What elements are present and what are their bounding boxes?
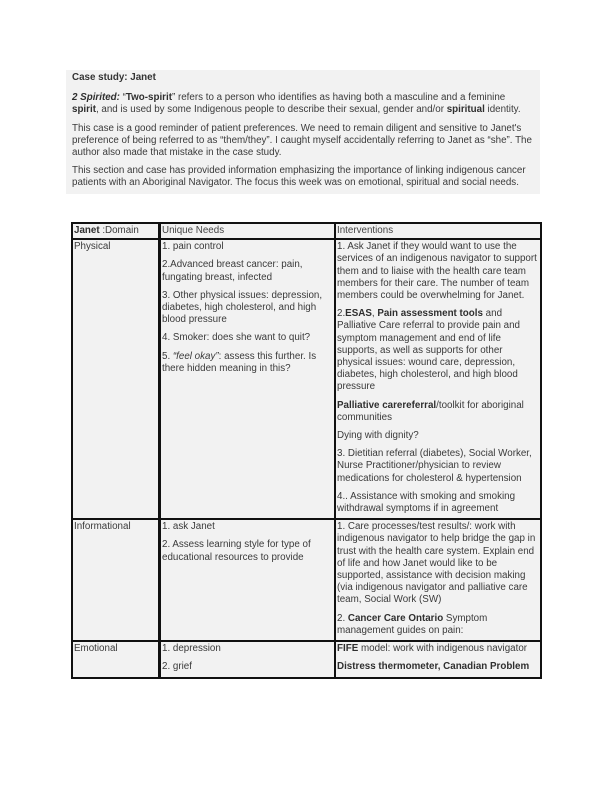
physical-needs: 1. pain control 2.Advanced breast cancer: pain, fungating breast, infected 3. Other physical issues: depression, diabetes, high cholesterol, and high blood pressure 4. Smoker: does she want to quit? 5. “feel okay”: assess this further. Is there hidden meaning in this? — [160, 240, 336, 520]
case-study-heading: Case study: Janet — [72, 72, 156, 83]
domain-physical: Physical — [73, 240, 160, 520]
care-plan-table — [71, 222, 542, 679]
two-spirited-definition: 2 Spirited: “Two-spirit” refers to a person who identifies as having both a masculine and a feminine spirit, and is used by some Indigenous people to describe their sexual, gender and/or spiritual identity. — [72, 92, 521, 116]
informational-interventions: 1. Care processes/test results/: work with indigenous navigator to help bridge the gap in trust with the health care system. Explain end of life and how Janet would like to be supported, assistance with decision making (via indigenous navigator and palliative care team, Social Work (SW) 2. Cancer Care Ontario Symptom management guides on pain: — [336, 520, 540, 642]
table-row-informational — [73, 520, 540, 642]
table-header-row — [73, 224, 540, 240]
domain-informational: Informational — [73, 520, 160, 642]
table-row-physical — [73, 240, 540, 520]
emotional-interventions: FIFE model: work with indigenous navigator Distress thermometer, Canadian Problem — [337, 643, 530, 673]
two-spirited-term: 2 Spirited: — [72, 92, 120, 104]
informational-needs: 1. ask Janet 2. Assess learning style for type of educational resources to provide — [160, 520, 336, 642]
case-study-intro — [66, 70, 540, 194]
domain-emotional: Emotional — [73, 642, 160, 676]
header-interventions: Interventions — [336, 224, 540, 240]
header-unique-needs: Unique Needs — [160, 224, 336, 240]
patient-preferences-paragraph: This case is a good reminder of patient preferences. We need to remain diligent and sensitive to Janet's preference of being referred to as “them/they”. I caught myself accidentally referring to Janet as “she”. The author also made that mistake in the case study. — [72, 122, 532, 159]
header-domain: Janet :Domain — [73, 224, 160, 240]
emotional-needs: 1. depression 2. grief — [160, 642, 336, 676]
navigator-focus-paragraph: This section and case has provided information emphasizing the importance of linking indigenous cancer patients with an Aboriginal Navigator. The focus this week was on emotional, spiritual and social needs. — [72, 165, 526, 189]
physical-interventions: 1. Ask Janet if they would want to use the services of an indigenous navigator to support them and to liaise with the health care team members for their care. The number of team members could be overwhelming for Janet. 2.ESAS, Pain assessment tools and Palliative Care referral to provide pain and symptom management and end of life supports, as well as supports for other physical issues: wound care, depression, diabetes, high cholesterol, and high blood pressure Palliative carereferral/toolkit for aboriginal communities Dying with dignity? 3. Dietitian referral (diabetes), Social Worker, Nurse Practitioner/physician to review medications for cholesterol & hypertension 4.. Assistance with smoking and smoking withdrawal symptoms if in agreement — [336, 240, 540, 520]
table-row-emotional — [73, 642, 540, 676]
